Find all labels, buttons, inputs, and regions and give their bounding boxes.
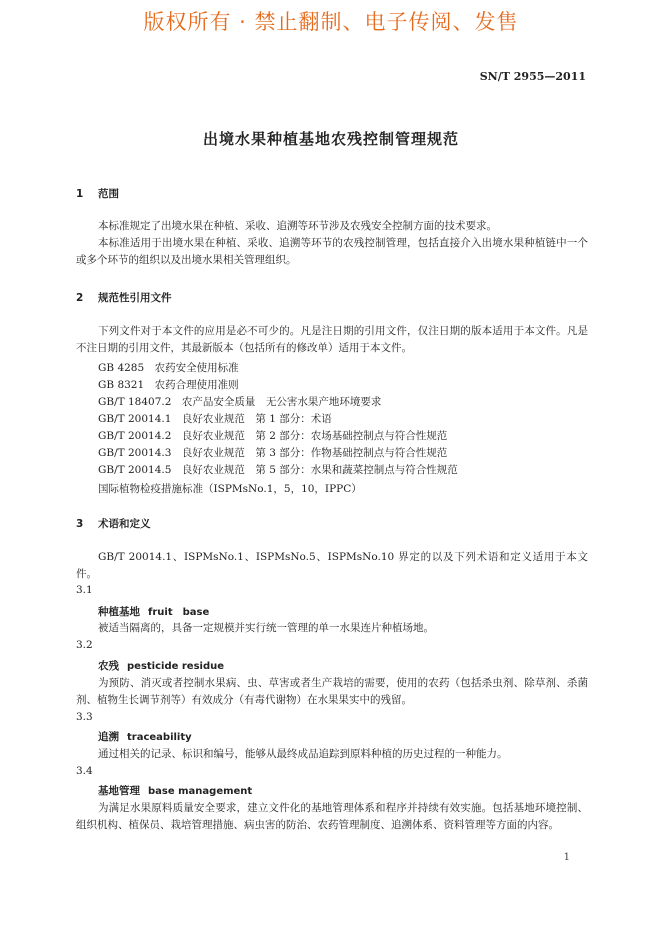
term-heading [98,603,209,619]
scope-paragraph-2: 本标准适用于出境水果在种植、采收、追溯等环节的农残控制管理，包括直接介入出境水果种植链中一个或多个环节的组织以及出境水果相关管理组织。 [76,237,588,266]
reference-item: GB 8321 农药合理使用准则 [98,379,239,391]
reference-item: GB 4285 农药安全使用标准 [98,362,239,374]
term-zh: 追溯 [98,731,119,743]
term-number: 3.2 [76,639,93,651]
normative-intro: 下列文件对于本文件的应用是必不可少的。凡是注日期的引用文件，仅注日期的版本适用于本文件。凡是不注日期的引用文件，其最新版本（包括所有的修改单）适用于本文件。 [76,325,588,354]
reference-item: 国际植物检疫措施标准（ISPMsNo.1，5，10，IPPC） [98,483,362,495]
section-1-heading [76,186,119,201]
reference-item: GB/T 18407.2 农产品安全质量 无公害水果产地环境要求 [98,396,382,408]
term-definition: 为满足水果原料质量安全要求，建立文件化的基地管理体系和程序并持续有效实施。包括基地环境控制、组织机构、植保员、栽培管理措施、病虫害的防治、农药管理制度、追溯体系、资料管理等方面的内容。 [76,802,588,831]
section-title: 范围 [98,188,119,200]
term-zh: 基地管理 [98,785,140,797]
term-number: 3.3 [76,711,93,723]
terms-intro: GB/T 20014.1、ISPMsNo.1、ISPMsNo.5、ISPMsNo.10 界定的以及下列术语和定义适用于本文件。 [76,551,588,580]
section-number: 3 [76,518,84,530]
term-en: base management [148,786,253,797]
term-definition: 为预防、消灭或者控制水果病、虫、草害或者生产栽培的需要，使用的农药（包括杀虫剂、除草剂、杀菌剂、植物生长调节剂等）有效成分（有毒代谢物）在水果果实中的残留。 [76,677,588,706]
term-zh: 农残 [98,660,119,672]
term-heading [98,658,224,673]
term-definition: 通过相关的记录、标识和编号，能够从最终成品追踪到原料种植的历史过程的一种能力。 [98,748,508,760]
term-zh: 种植基地 [98,606,140,618]
term-heading [98,729,192,744]
page-title: 出境水果种植基地农残控制管理规范 [202,130,459,148]
reference-item: GB/T 20014.2 良好农业规范 第 2 部分：农场基础控制点与符合性规范 [98,430,448,442]
term-en: pesticide residue [127,661,225,672]
reference-item: GB/T 20014.3 良好农业规范 第 3 部分：作物基础控制点与符合性规范 [98,447,448,459]
standard-number: SN/T 2955—2011 [479,70,586,83]
copyright-banner: 版权所有 · 禁止翻制、电子传阅、发售 [143,10,519,34]
section-number: 1 [76,188,84,200]
term-en: fruit base [148,607,210,618]
term-definition: 被适当隔离的，具备一定规模并实行统一管理的单一水果连片种植场地。 [98,622,434,634]
reference-item: GB/T 20014.1 良好农业规范 第 1 部分：术语 [98,413,332,425]
scope-paragraph-1: 本标准规定了出境水果在种植、采收、追溯等环节涉及农残安全控制方面的技术要求。 [98,220,497,232]
term-number: 3.4 [76,765,93,777]
section-number: 2 [76,292,84,304]
term-number: 3.1 [76,584,93,596]
section-title: 规范性引用文件 [98,292,172,304]
page-number: 1 [563,852,570,863]
section-3-heading [76,516,151,531]
term-heading [98,783,252,798]
reference-item: GB/T 20014.5 良好农业规范 第 5 部分：水果和蔬菜控制点与符合性规范 [98,464,458,476]
section-2-heading [76,290,172,305]
term-en: traceability [127,732,192,743]
section-title: 术语和定义 [98,518,151,530]
